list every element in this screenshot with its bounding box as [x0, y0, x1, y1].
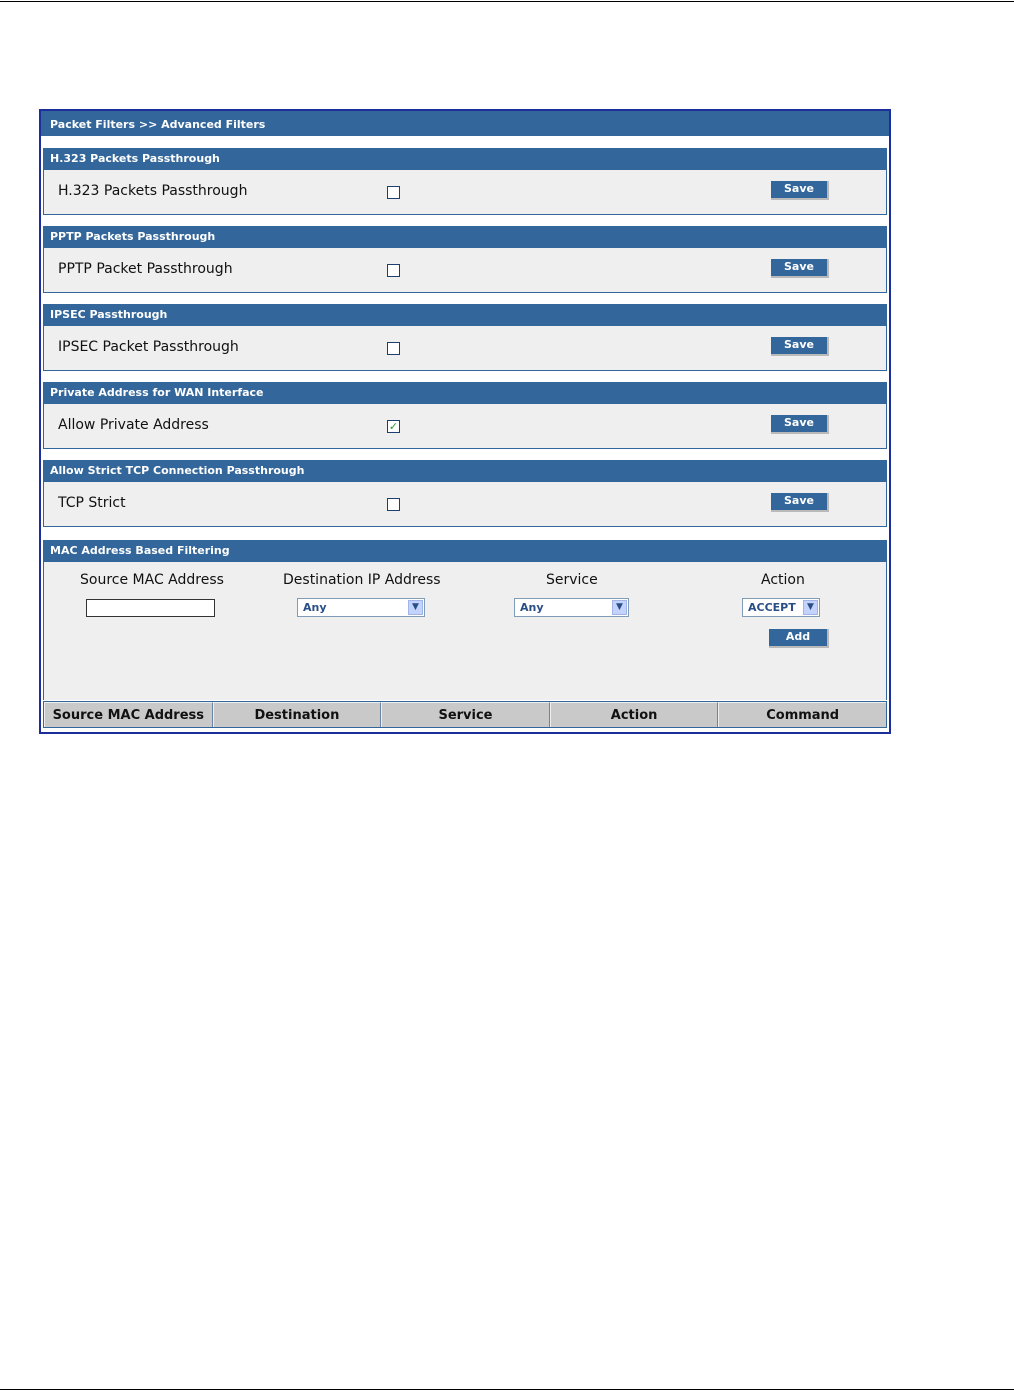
service-selected-value: Any: [520, 601, 544, 614]
ipsec-label: IPSEC Packet Passthrough: [58, 339, 239, 355]
section-header: Allow Strict TCP Connection Passthrough: [43, 460, 887, 482]
pptp-label: PPTP Packet Passthrough: [58, 261, 233, 277]
section-header: PPTP Packets Passthrough: [43, 226, 887, 248]
action-select[interactable]: [742, 598, 820, 617]
service-select[interactable]: [514, 598, 629, 617]
section-header: IPSEC Passthrough: [43, 304, 887, 326]
breadcrumb: Packet Filters >> Advanced Filters: [41, 111, 889, 136]
pptp-save-button[interactable]: Save: [771, 259, 829, 278]
service-column-label: Service: [546, 572, 598, 588]
add-rule-button[interactable]: Add: [769, 629, 829, 648]
action-column-label: Action: [761, 572, 805, 588]
table-spacer: [43, 674, 887, 700]
bottom-rule: [0, 1389, 1014, 1390]
ipsec-checkbox[interactable]: [387, 342, 400, 355]
tcp-strict-checkbox[interactable]: [387, 498, 400, 511]
th-action: Action: [550, 702, 719, 727]
section-tcp-strict: [43, 460, 887, 527]
mac-filter-body: [43, 562, 887, 675]
destination-selected-value: Any: [303, 601, 327, 614]
section-body: [43, 248, 887, 293]
section-header: Private Address for WAN Interface: [43, 382, 887, 404]
section-mac-filter: [43, 540, 887, 675]
section-header: MAC Address Based Filtering: [43, 540, 887, 562]
chevron-down-icon[interactable]: ▼: [408, 600, 423, 615]
top-rule: [0, 1, 1014, 2]
source-mac-input[interactable]: [86, 599, 215, 617]
destination-select[interactable]: [297, 598, 425, 617]
section-private-address: [43, 382, 887, 449]
private-address-save-button[interactable]: Save: [771, 415, 829, 434]
ipsec-save-button[interactable]: Save: [771, 337, 829, 356]
action-selected-value: ACCEPT: [748, 601, 796, 614]
source-mac-column-label: Source MAC Address: [80, 572, 224, 588]
h323-checkbox[interactable]: [387, 186, 400, 199]
h323-label: H.323 Packets Passthrough: [58, 183, 248, 199]
chevron-down-icon[interactable]: ▼: [612, 600, 627, 615]
section-body: [43, 326, 887, 371]
private-address-checkbox[interactable]: ✓: [388, 420, 399, 433]
h323-save-button[interactable]: Save: [771, 181, 829, 200]
tcp-strict-save-button[interactable]: Save: [771, 493, 829, 512]
private-address-label: Allow Private Address: [58, 417, 209, 433]
section-pptp: [43, 226, 887, 293]
destination-ip-column-label: Destination IP Address: [283, 572, 441, 588]
section-header: H.323 Packets Passthrough: [43, 148, 887, 170]
section-body: [43, 482, 887, 527]
rules-table-header: [43, 701, 887, 728]
section-h323: [43, 148, 887, 215]
section-body: [43, 170, 887, 215]
advanced-filters-panel: [39, 109, 891, 734]
tcp-strict-label: TCP Strict: [58, 495, 126, 511]
section-body: [43, 404, 887, 449]
th-command: Command: [718, 702, 886, 727]
chevron-down-icon[interactable]: ▼: [803, 600, 818, 615]
section-ipsec: [43, 304, 887, 371]
th-service: Service: [381, 702, 550, 727]
th-source-mac: Source MAC Address: [44, 702, 213, 727]
th-destination: Destination: [213, 702, 382, 727]
pptp-checkbox[interactable]: [387, 264, 400, 277]
